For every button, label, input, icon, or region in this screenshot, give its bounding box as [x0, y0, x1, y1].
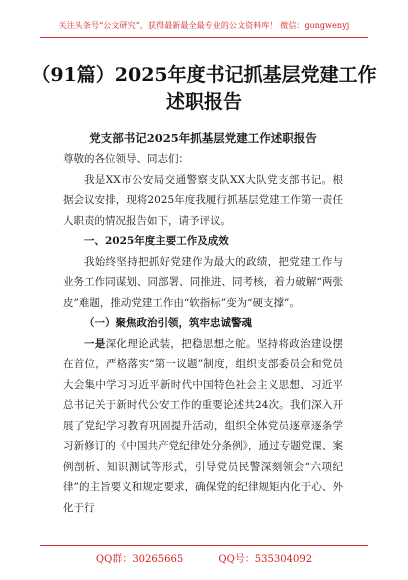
- body-paragraph: [63, 334, 343, 519]
- title-line-2: 述职报告: [165, 91, 242, 113]
- paragraph-lead: 一是: [84, 337, 106, 350]
- footer-divider: [40, 545, 368, 546]
- document-subtitle: 党支部书记2025年抓基层党建工作述职报告: [89, 131, 317, 145]
- header-note: 关注头条号“公文研究”，获得最新最全最专业的公文资料库！ 微信：gongwenyj: [58, 21, 350, 30]
- intro-paragraph: 我是XX市公安局交通警察支队XX大队党支部书记。根据会议安排，现将2025年度我履行抓基层党建工作第一责任人职责的情况报告如下，请予评议。: [63, 173, 343, 227]
- section-paragraph: 我始终坚持把抓好党建作为最大的政绩，把党建工作与业务工作同谋划、同部署、同推进、同考核，着力破解“两张皮”难题，推动党建工作由“软指标”变为“硬支撑”。: [63, 255, 343, 309]
- subsection-heading: （一）聚焦政治引领，筑牢忠诚警魂: [84, 317, 252, 329]
- section-heading: 一、2025年度主要工作及成效: [84, 235, 229, 247]
- footer-qq-group: QQ群：30265665: [95, 554, 184, 565]
- footer-qq: QQ号：535304092: [218, 554, 313, 565]
- title-line-1: （91篇）2025年度书记抓基层党建工作: [31, 64, 377, 86]
- document-body: [63, 127, 343, 518]
- paragraph-text: 深化理论武装，把稳思想之舵。坚持将政治建设摆在首位，严格落实“第一议题”制度，组织支部委员会和党员大会集中学习习近平新时代中国特色社会主义思想、习近平总书记关于新时代公安工作的重要论述共24次。我们深入开展了党纪学习教育巩固提升活动，组织全体党员逐章逐条学习新修订的《中国共产党纪律处分条例》，通过专题党课、案例剖析、知识测试等形式，引导党员民警深刻领会“六项纪律”的主旨要义和规定要求，确保党的纪律规矩内化于心、外化于行: [63, 337, 343, 514]
- salutation: 尊敬的各位领导、同志们：: [63, 153, 189, 165]
- page-title: [30, 62, 378, 116]
- header-divider: [40, 37, 368, 38]
- footer: [0, 550, 408, 565]
